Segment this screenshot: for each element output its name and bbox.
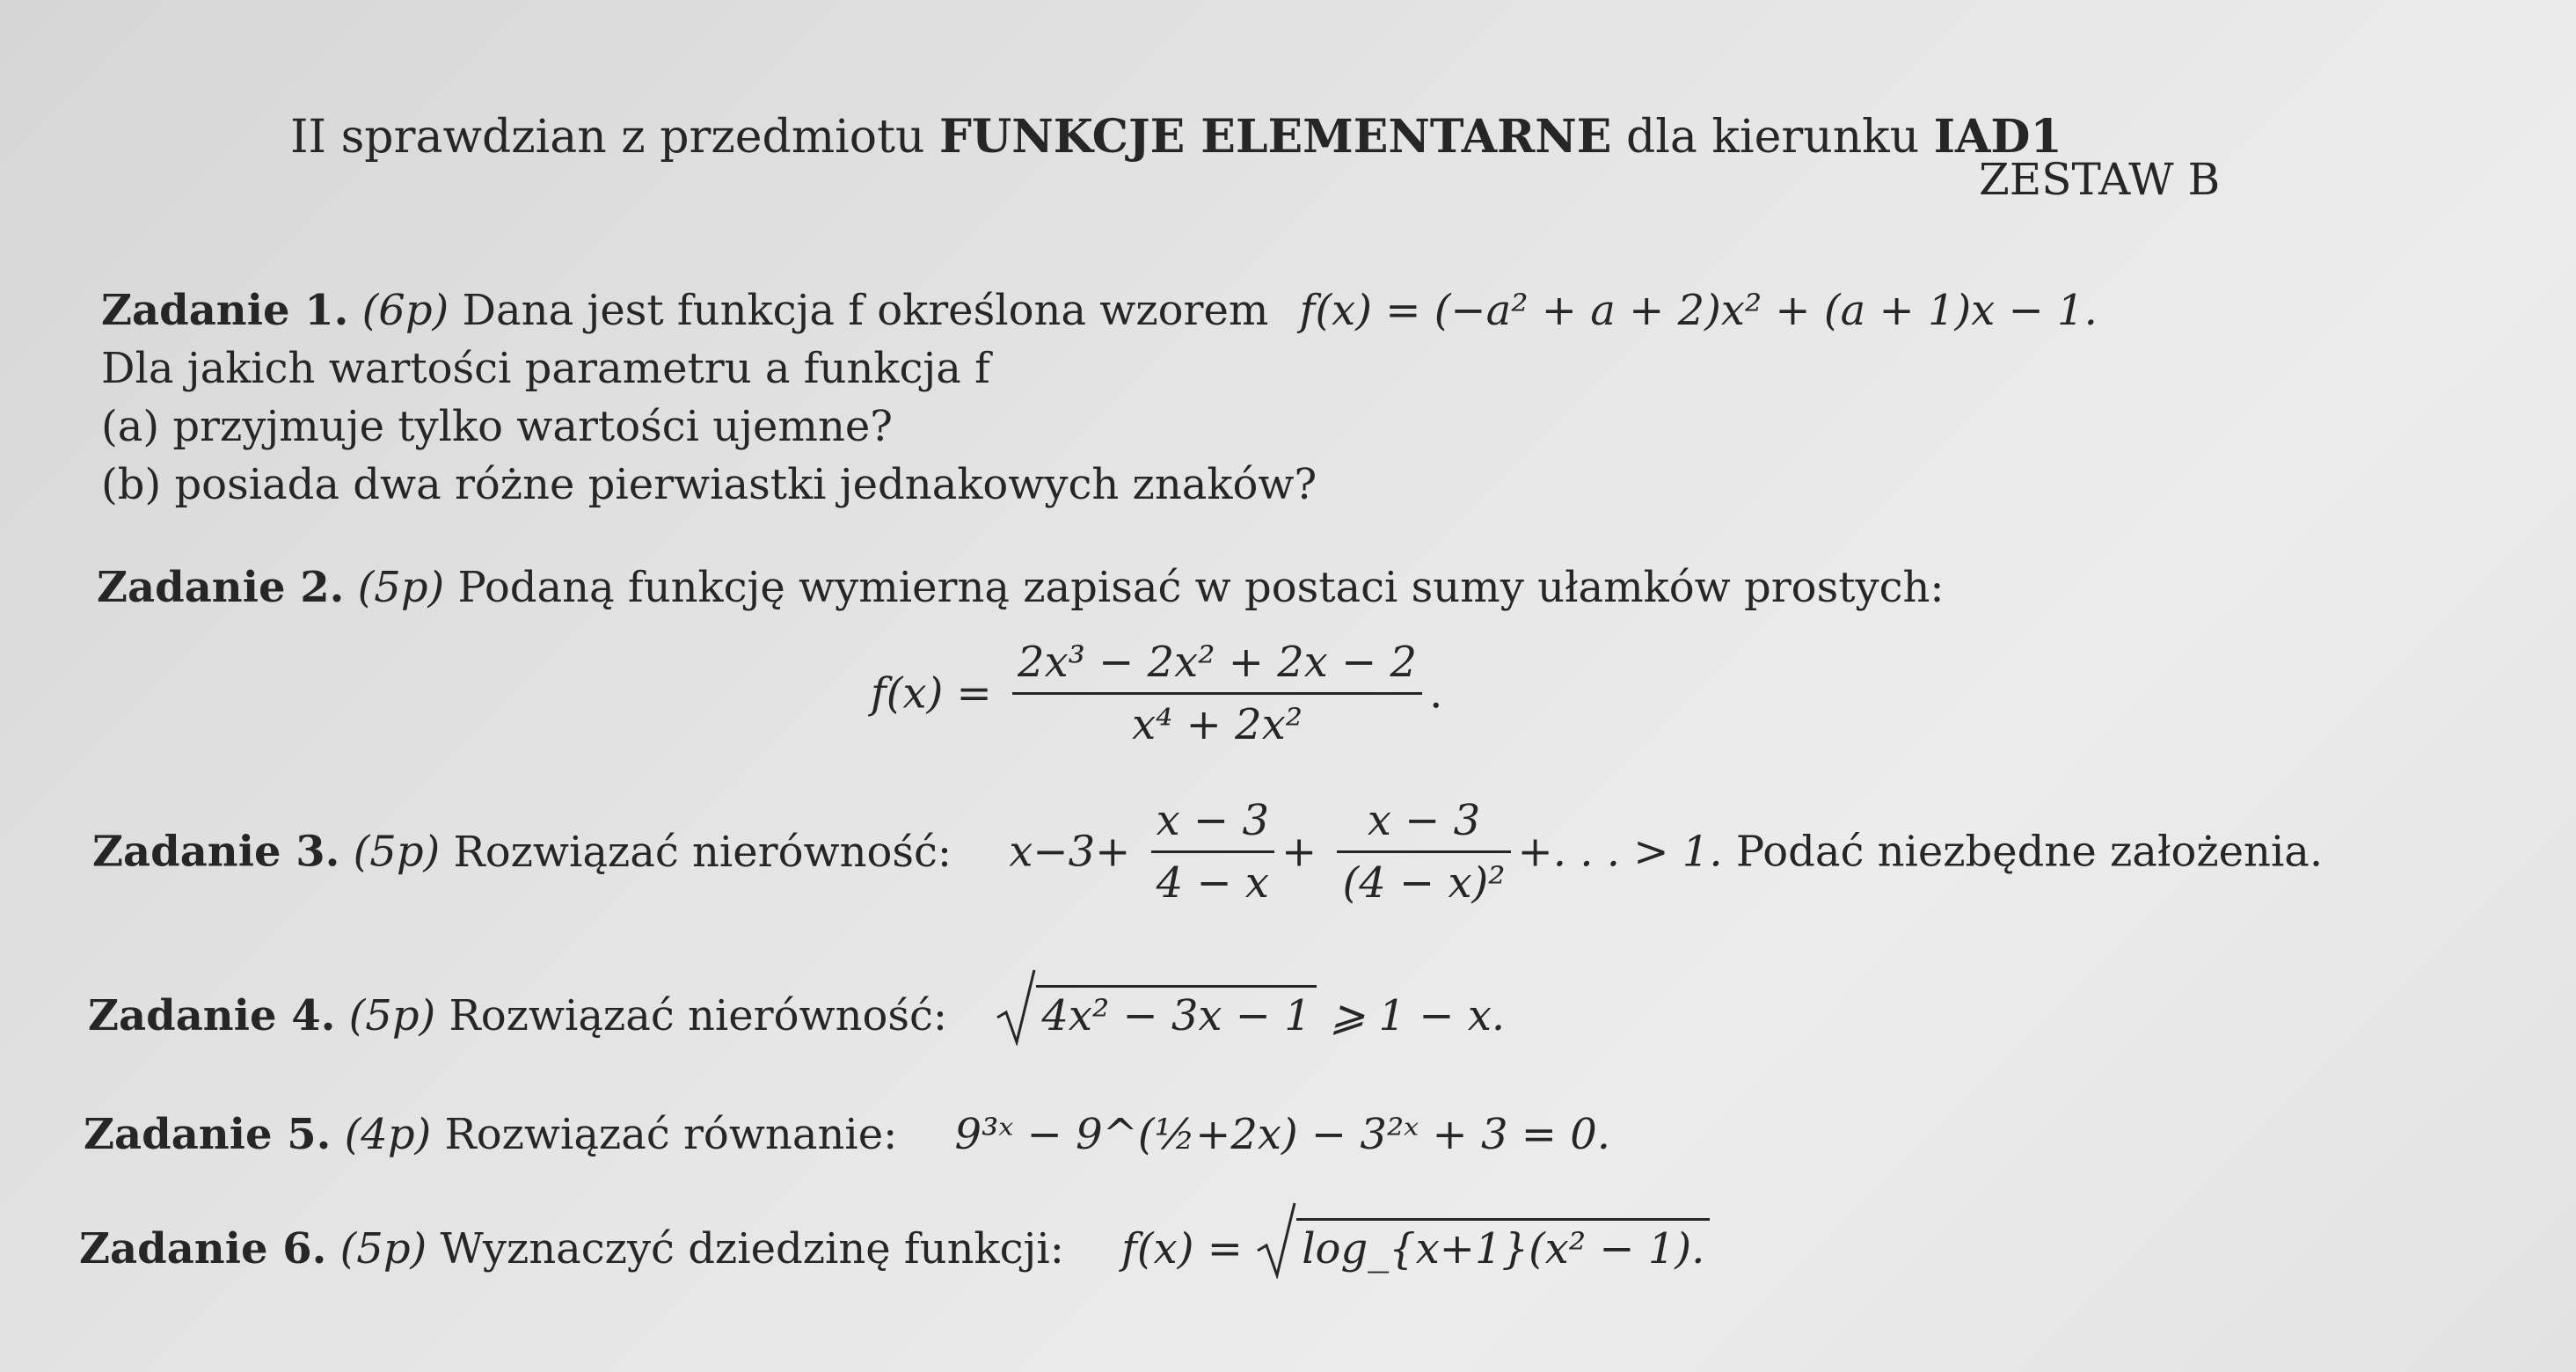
task-4-sqrt [996, 985, 1316, 1040]
task-3-after: Podać niezbędne założenia. [1735, 827, 2324, 877]
task-3 [92, 796, 2323, 908]
task-3-rest: +. . . > 1. [1517, 827, 1723, 877]
task-1-label: Zadanie 1. [101, 286, 349, 335]
task-4-label: Zadanie 4. [88, 991, 336, 1040]
task-1-part-b: (b) posiada dwa różne pierwiastki jednakowych znaków? [101, 460, 1317, 509]
task-5-label: Zadanie 5. [84, 1110, 332, 1159]
task-2-fraction [1012, 638, 1422, 749]
task-3-fraction-1 [1151, 796, 1274, 908]
task-5-formula: 9³ˣ − 9^(½+2x) − 3²ˣ + 3 = 0. [954, 1110, 1611, 1159]
task-3-points: (5p) [353, 827, 441, 877]
title-mid: dla kierunku [1611, 111, 1934, 164]
title-prefix: II sprawdzian z przedmiotu [290, 111, 939, 164]
task-3-fraction-2-num: x − 3 [1337, 796, 1510, 853]
task-3-label: Zadanie 3. [92, 827, 340, 877]
task-1 [101, 281, 2098, 514]
task-2 [97, 563, 1945, 612]
task-3-text: Rozwiązać nierówność: [453, 827, 952, 877]
task-6-sqrt [1256, 1218, 1710, 1273]
task-3-fraction-2-den: (4 − x)² [1342, 858, 1506, 908]
task-3-fraction-1-num: x − 3 [1151, 796, 1274, 853]
task-3-start: x−3+ [1009, 827, 1131, 877]
task-2-points: (5p) [357, 563, 445, 612]
set-label: ZESTAW B [1979, 154, 2221, 205]
task-4-rhs: ⩾ 1 − x. [1330, 991, 1506, 1040]
task-5 [84, 1110, 1610, 1159]
task-4-text: Rozwiązać nierówność: [449, 991, 948, 1040]
task-3-fraction-2 [1337, 796, 1510, 908]
task-5-text: Rozwiązać równanie: [444, 1110, 898, 1159]
task-6-lhs: f(x) = [1121, 1224, 1243, 1273]
task-6-points: (5p) [339, 1224, 427, 1273]
task-2-lhs: f(x) = [871, 668, 992, 719]
task-3-plus: + [1281, 827, 1317, 877]
task-1-line-2: Dla jakich wartości parametru a funkcja f [101, 344, 990, 393]
task-6-radicand: log_{x+1}(x² − 1). [1296, 1218, 1710, 1273]
task-6-label: Zadanie 6. [79, 1224, 327, 1273]
subject-name: FUNKCJE ELEMENTARNE [938, 110, 1612, 164]
task-1-text: Dana jest funkcja f określona wzorem [462, 286, 1269, 335]
task-2-period: . [1429, 668, 1443, 719]
task-2-denominator: x⁴ + 2x² [1132, 700, 1303, 749]
task-2-text: Podaną funkcję wymierną zapisać w postaci sumy ułamków prostych: [457, 563, 1945, 612]
task-2-numerator: 2x³ − 2x² + 2x − 2 [1012, 638, 1422, 695]
task-3-fraction-1-den: 4 − x [1156, 858, 1269, 908]
task-6-text: Wyznaczyć dziedzinę funkcji: [440, 1224, 1064, 1273]
task-2-label: Zadanie 2. [97, 563, 345, 612]
task-4-radicand: 4x² − 3x − 1 [1036, 985, 1316, 1040]
task-1-points: (6p) [361, 286, 449, 335]
exam-title [290, 110, 2062, 164]
task-1-line-1 [101, 281, 2098, 339]
sqrt-sign-icon [1256, 1201, 1296, 1279]
task-6 [79, 1218, 1710, 1273]
course-name: IAD1 [1933, 110, 2062, 164]
task-5-points: (4p) [344, 1110, 432, 1159]
task-2-formula [871, 638, 1442, 749]
sqrt-sign-icon [996, 968, 1036, 1046]
task-4 [88, 985, 1505, 1040]
task-1-part-a: (a) przyjmuje tylko wartości ujemne? [101, 402, 893, 451]
task-4-points: (5p) [348, 991, 436, 1040]
task-1-formula: f(x) = (−a² + a + 2)x² + (a + 1)x − 1. [1299, 286, 2098, 335]
